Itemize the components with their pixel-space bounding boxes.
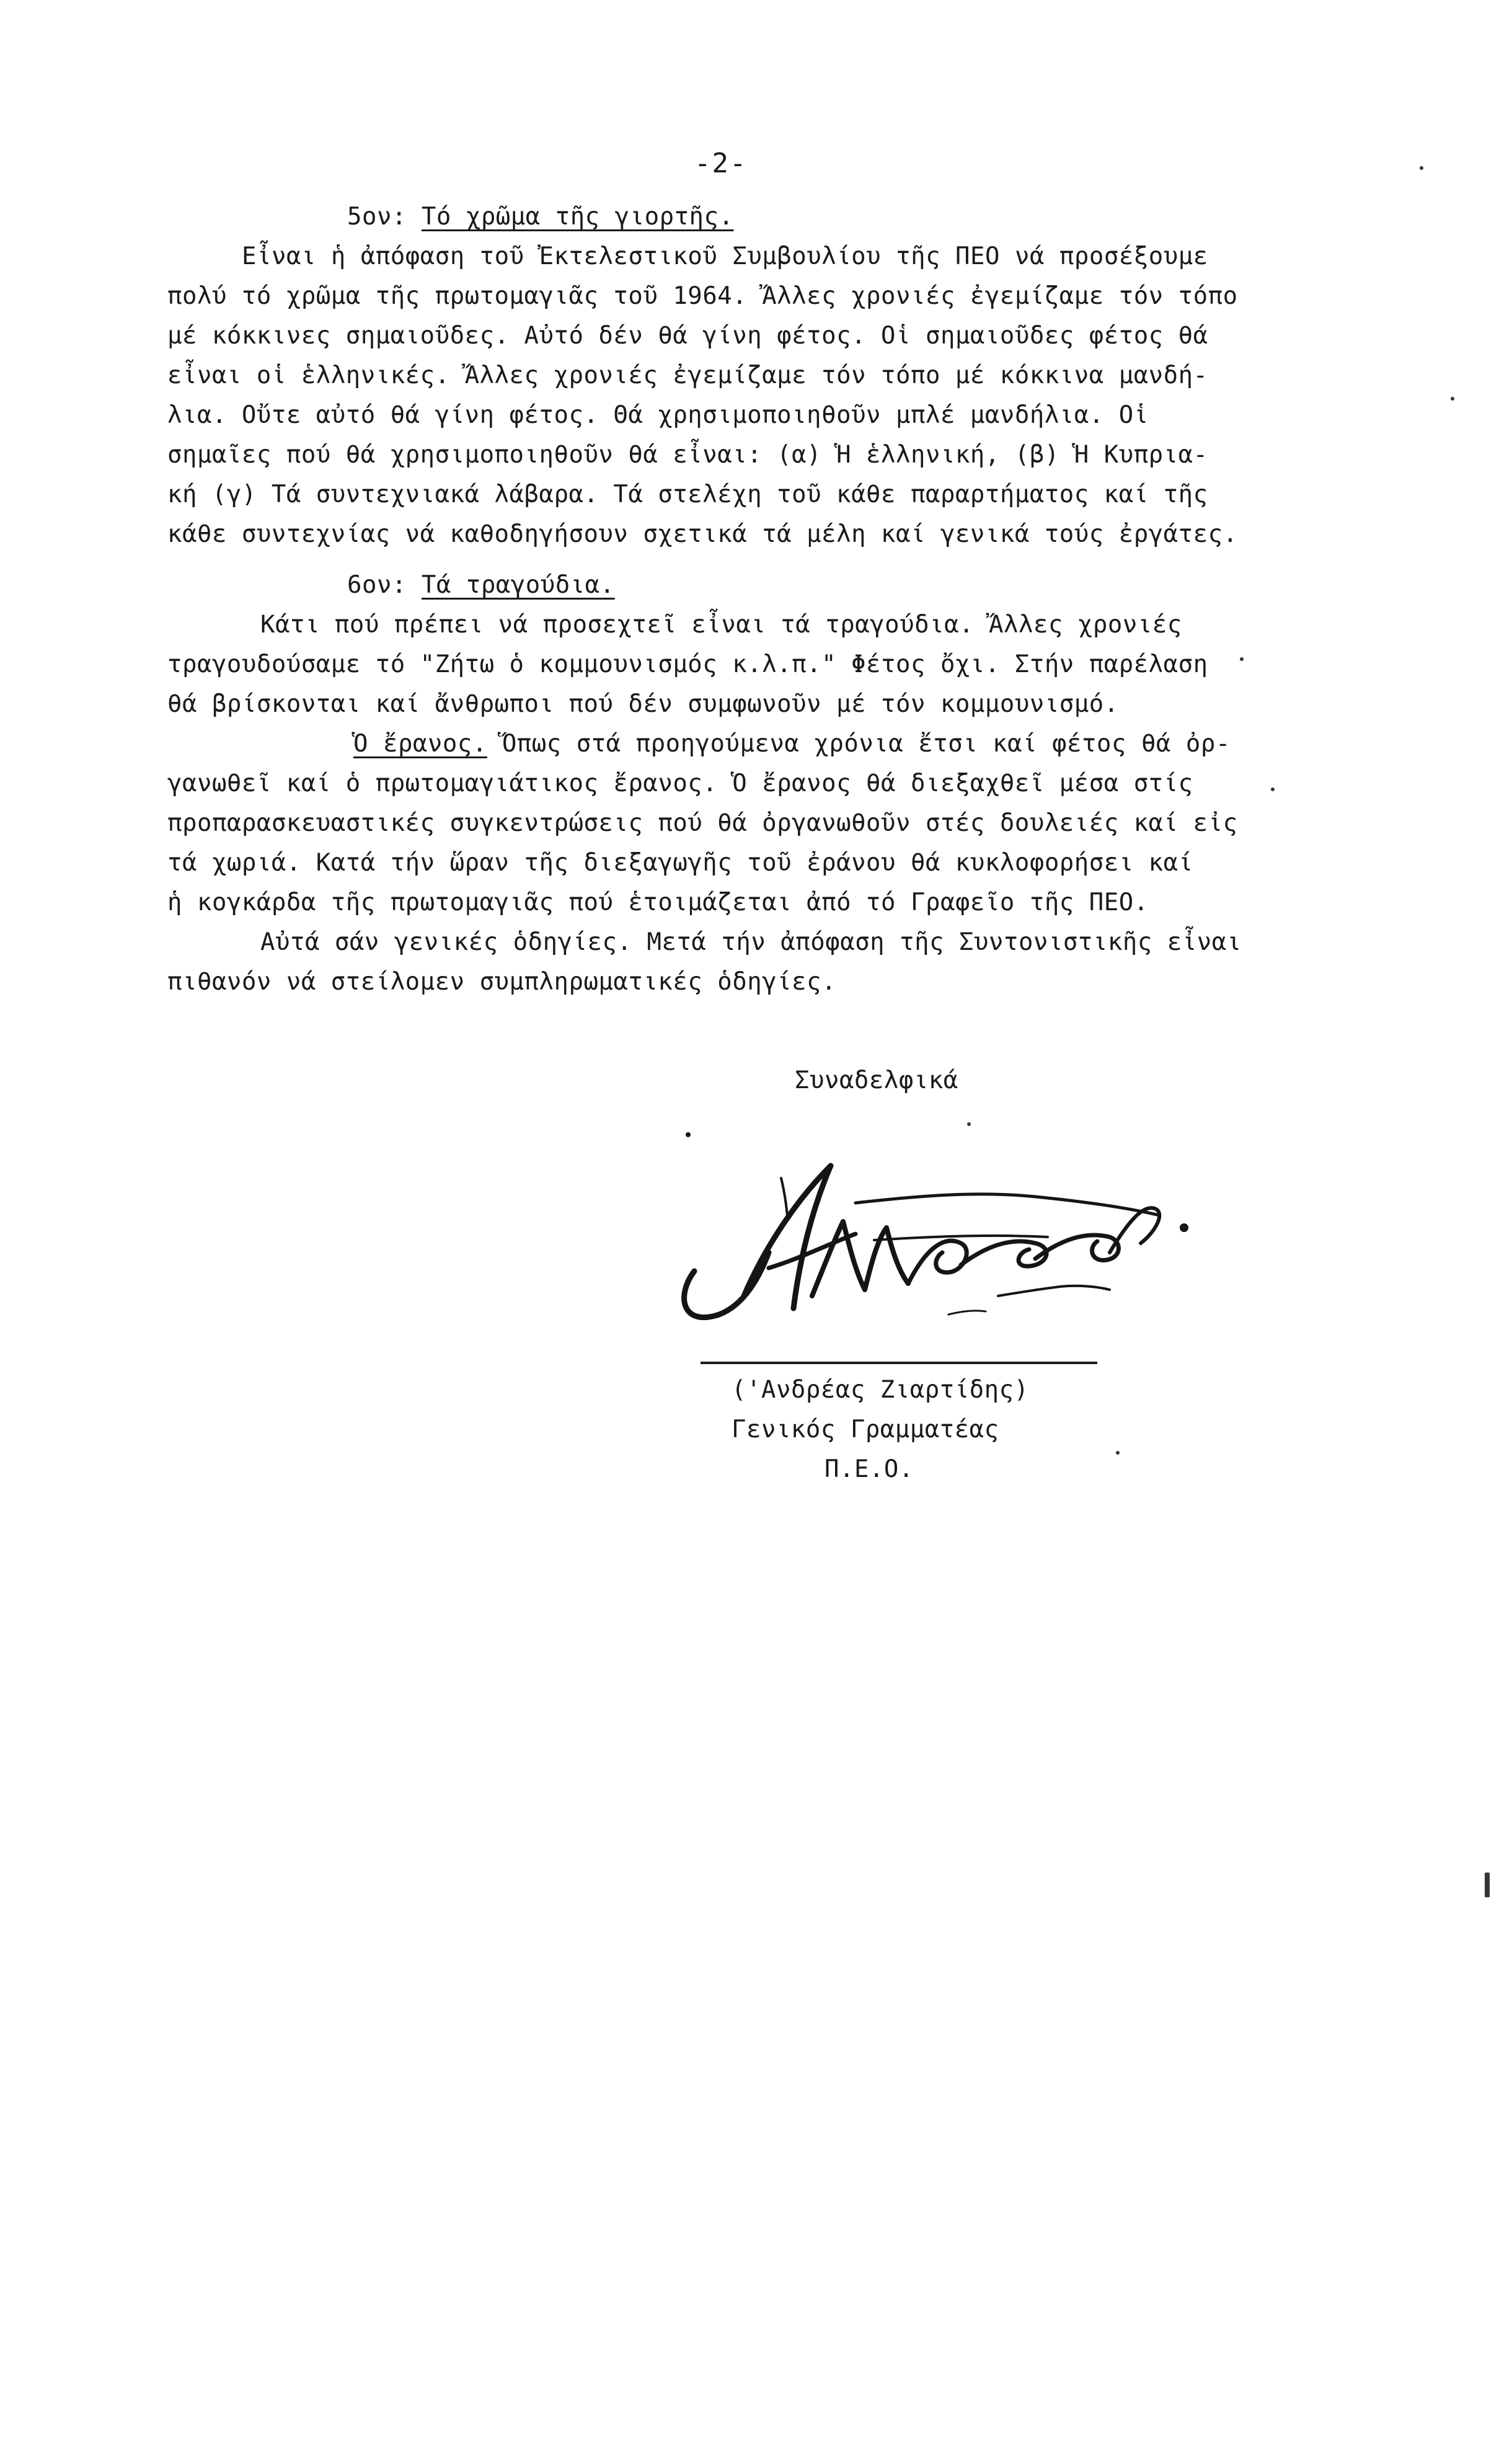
signature-block: [713, 1370, 1029, 1489]
eranos-title: Ὁ ἔρανος.: [353, 730, 487, 758]
signatory-name: ('Ανδρέας Ζιαρτίδης): [732, 1376, 1029, 1404]
closing-paragraph: [167, 923, 1401, 1002]
eranos-first-line: Ὅπως στά προηγούμενα χρόνια ἔτσι καί φέτος θά ὀρ-: [502, 730, 1231, 758]
signature-rule: [701, 1362, 1097, 1364]
section-6-line: Κάτι πού πρέπει νά προσεχτεῖ εἶναι τά τραγούδια. Ἄλλες χρονιές: [260, 611, 1182, 639]
section-5-line: εἶναι οἱ ἑλληνικές. Ἄλλες χρονιές ἐγεμίζαμε τόν τόπο μέ κόκκινα μανδή-: [167, 361, 1208, 389]
signatory-title: Γενικός Γραμματέας: [732, 1416, 999, 1443]
section-6: [167, 565, 1401, 923]
eranos-heading-line: [167, 724, 1401, 764]
section-6-line: θά βρίσκονται καί ἄνθρωποι πού δέν συμφωνοῦν μέ τόν κομμουνισμό.: [167, 690, 1119, 718]
eranos-line: προπαρασκευαστικές συγκεντρώσεις πού θά ὀργανωθοῦν στές δουλειές καί εἰς: [167, 809, 1238, 837]
page-number: -2-: [694, 148, 748, 179]
scan-speck: [1420, 166, 1423, 170]
section-5-line: λια. Οὔτε αὐτό θά γίνη φέτος. Θά χρησιμοποιηθοῦν μπλέ μανδήλια. Οἱ: [167, 401, 1149, 429]
section-6-heading: [167, 565, 1401, 605]
scan-speck: [1271, 787, 1275, 791]
section-6-line: τραγουδούσαμε τό "Ζήτω ὁ κομμουνισμός κ.λ.π." Φέτος ὄχι. Στήν παρέλαση: [167, 650, 1208, 678]
section-5-line: κάθε συντεχνίας νά καθοδηγήσουν σχετικά τά μέλη καί γενικά τούς ἐργάτες.: [167, 520, 1238, 548]
scan-speck: [1116, 1451, 1120, 1455]
closing-line: Αὐτά σάν γενικές ὁδηγίες. Μετά τήν ἀπόφαση τῆς Συντονιστικῆς εἶναι: [260, 928, 1242, 956]
section-5-line: κή (γ) Τά συντεχνιακά λάβαρα. Τά στελέχη τοῦ κάθε παραρτήματος καί τῆς: [167, 481, 1208, 508]
section-5-line: Εἶναι ἡ ἀπόφαση τοῦ Ἐκτελεστικοῦ Συμβουλίου τῆς ΠΕΟ νά προσέξουμε: [242, 242, 1208, 270]
handwritten-signature: [651, 1110, 1221, 1358]
section-5-heading: [167, 197, 1401, 237]
section-5-title: Τό χρῶμα τῆς γιορτῆς.: [421, 203, 734, 231]
section-5-line: μέ κόκκινες σημαιοῦδες. Αὐτό δέν θά γίνη φέτος. Οἱ σημαιοῦδες φέτος θά: [167, 322, 1208, 350]
section-5: [167, 197, 1401, 554]
eranos-line: τά χωριά. Κατά τήν ὥραν τῆς διεξαγωγῆς τοῦ ἐράνου θά κυκλοφορήσει καί: [167, 849, 1193, 877]
eranos-line: γανωθεῖ καί ὁ πρωτομαγιάτικος ἔρανος. Ὁ ἔρανος θά διεξαχθεῖ μέσα στίς: [167, 769, 1193, 797]
closing-line: πιθανόν νά στείλομεν συμπληρωματικές ὁδηγίες.: [167, 968, 837, 996]
scan-edge-mark: [1485, 1873, 1490, 1897]
scan-speck: [967, 1122, 971, 1126]
signatory-organization: Π.Ε.Ο.: [825, 1455, 914, 1483]
eranos-line: ἡ κογκάρδα τῆς πρωτομαγιᾶς πού ἑτοιμάζεται ἀπό τό Γραφεῖο τῆς ΠΕΟ.: [167, 889, 1149, 916]
section-6-number: 6ον:: [347, 571, 407, 599]
salutation: Συναδελφικά: [795, 1066, 958, 1094]
scan-speck: [1451, 397, 1454, 401]
section-6-title: Τά τραγούδια.: [421, 571, 615, 599]
scan-speck: [1240, 657, 1244, 661]
section-5-line: πολύ τό χρῶμα τῆς πρωτομαγιᾶς τοῦ 1964. Ἄλλες χρονιές ἐγεμίζαμε τόν τόπο: [167, 282, 1238, 310]
section-5-number: 5ον:: [347, 203, 407, 231]
section-5-line: σημαῖες πού θά χρησιμοποιηθοῦν θά εἶναι: (α) Ἡ ἑλληνική, (β) Ἡ Κυπρια-: [167, 441, 1208, 469]
